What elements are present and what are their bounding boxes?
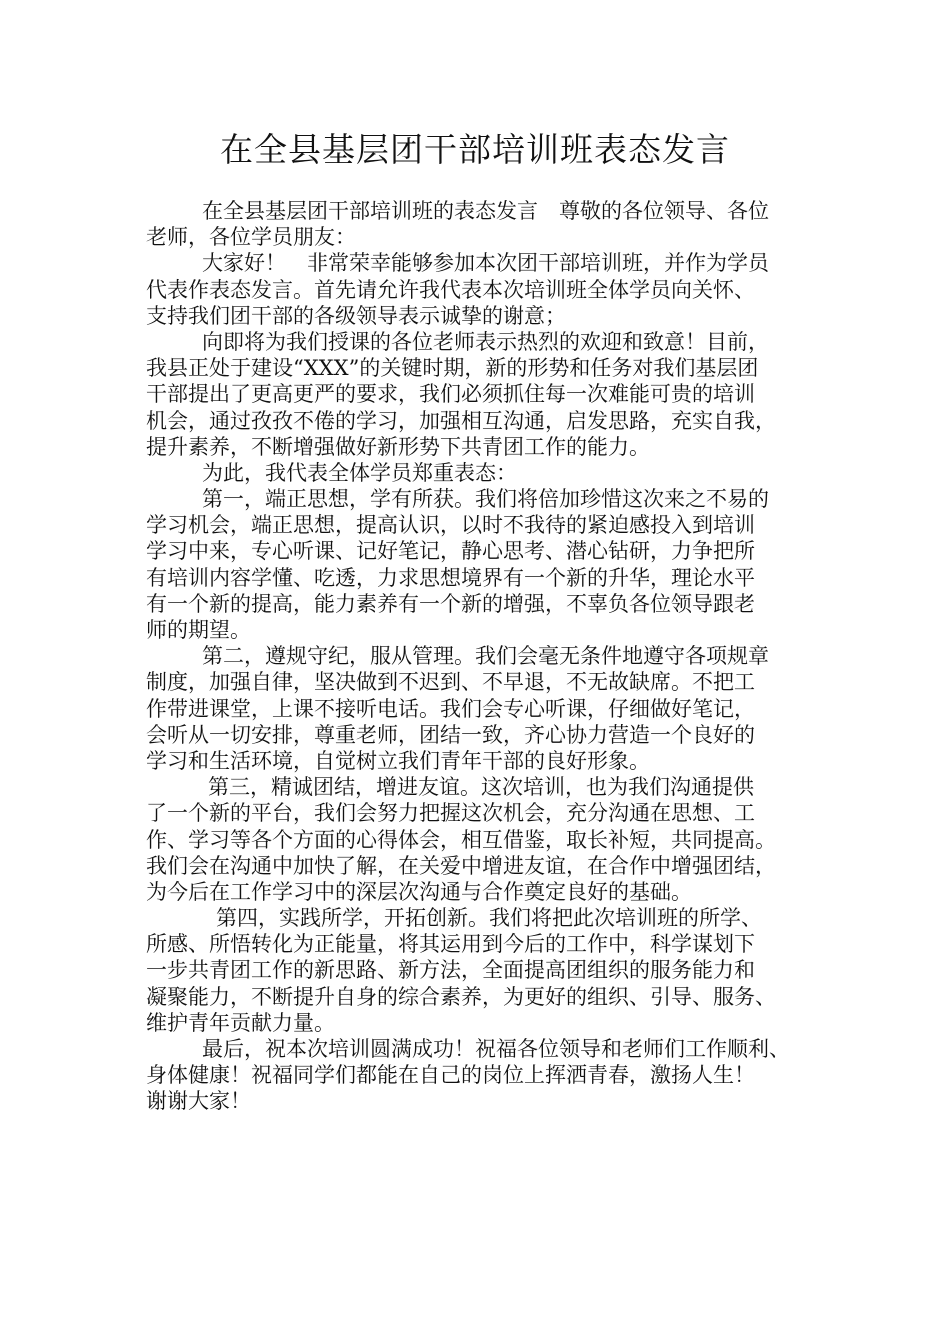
paragraph-line: 所感、所悟转化为正能量，将其运用到今后的工作中，科学谋划下 [146,932,755,957]
paragraph-line: 学习中来，专心听课、记好笔记，静心思考、潜心钻研，力争把所 [146,539,755,564]
paragraph-line: 为此，我代表全体学员郑重表态： [202,460,517,485]
paragraph-line: 干部提出了更高更严的要求，我们必须抓住每一次难能可贵的培训 [146,382,755,407]
document-title: 在全县基层团干部培训班表态发言 [220,130,730,169]
paragraph-line: 作带进课堂，上课不接听电话。我们会专心听课，仔细做好笔记， [146,696,755,721]
paragraph-line: 一步共青团工作的新思路、新方法，全面提高团组织的服务能力和 [146,958,755,983]
paragraph-line: 有一个新的提高，能力素养有一个新的增强，不辜负各位领导跟老 [146,591,755,616]
paragraph-line: 作、学习等各个方面的心得体会，相互借鉴，取长补短，共同提高。 [146,827,776,852]
paragraph-line: 我们会在沟通中加快了解，在关爱中增进友谊，在合作中增强团结， [146,853,776,878]
paragraph-line: 身体健康！祝福同学们都能在自己的岗位上挥洒青春，激扬人生！ [146,1063,755,1088]
paragraph-line: 师的期望。 [146,618,251,642]
paragraph-line: 第一，端正思想，学有所获。我们将倍加珍惜这次来之不易的 [202,487,769,512]
paragraph-line: 第三，精诚团结，增进友谊。这次培训，也为我们沟通提供 [208,775,754,800]
paragraph-line: 有培训内容学懂、吃透，力求思想境界有一个新的升华，理论水平 [146,565,755,590]
paragraph-line: 会听从一切安排，尊重老师，团结一致，齐心协力营造一个良好的 [146,722,755,747]
paragraph-line: 在全县基层团干部培训班的表态发言 尊敬的各位领导、各位 [202,199,769,223]
paragraph-line: 大家好！ 非常荣幸能够参加本次团干部培训班，并作为学员 [202,251,769,276]
paragraph-line: 维护青年贡献力量。 [146,1010,335,1035]
paragraph-line: 为今后在工作学习中的深层次沟通与合作奠定良好的基础。 [146,879,692,904]
paragraph-line: 机会，通过孜孜不倦的学习，加强相互沟通，启发思路，充实自我， [146,408,776,433]
paragraph-line: 向即将为我们授课的各位老师表示热烈的欢迎和致意！目前， [202,329,769,354]
paragraph-line: 凝聚能力，不断提升自身的综合素养，为更好的组织、引导、服务、 [146,984,776,1009]
paragraph-line: 代表作表态发言。首先请允许我代表本次培训班全体学员向关怀、 [146,277,755,302]
paragraph-line: 学习和生活环境，自觉树立我们青年干部的良好形象。 [146,748,650,773]
paragraph-line: 谢谢大家！ [146,1089,251,1114]
document-body [146,198,826,1115]
paragraph-line: 制度，加强自律，坚决做到不迟到、不早退，不无故缺席。不把工 [146,670,755,695]
paragraph-line: 第四，实践所学，开拓创新。我们将把此次培训班的所学、 [216,906,762,931]
paragraph-line: 老师，各位学员朋友： [146,225,356,250]
paragraph-line: 了一个新的平台，我们会努力把握这次机会，充分沟通在思想、工 [146,801,755,826]
paragraph-line: 提升素养，不断增强做好新形势下共青团工作的能力。 [146,434,650,459]
paragraph-line: 第二，遵规守纪，服从管理。我们会毫无条件地遵守各项规章 [202,644,769,669]
paragraph-line: 我县正处于建设“XXX”的关键时期，新的形势和任务对我们基层团 [146,356,759,381]
paragraph-line: 学习机会，端正思想，提高认识，以时不我待的紧迫感投入到培训 [146,513,755,538]
paragraph-line: 支持我们团干部的各级领导表示诚挚的谢意； [146,303,566,328]
paragraph-line: 最后，祝本次培训圆满成功！祝福各位领导和老师们工作顺利、 [202,1037,790,1061]
